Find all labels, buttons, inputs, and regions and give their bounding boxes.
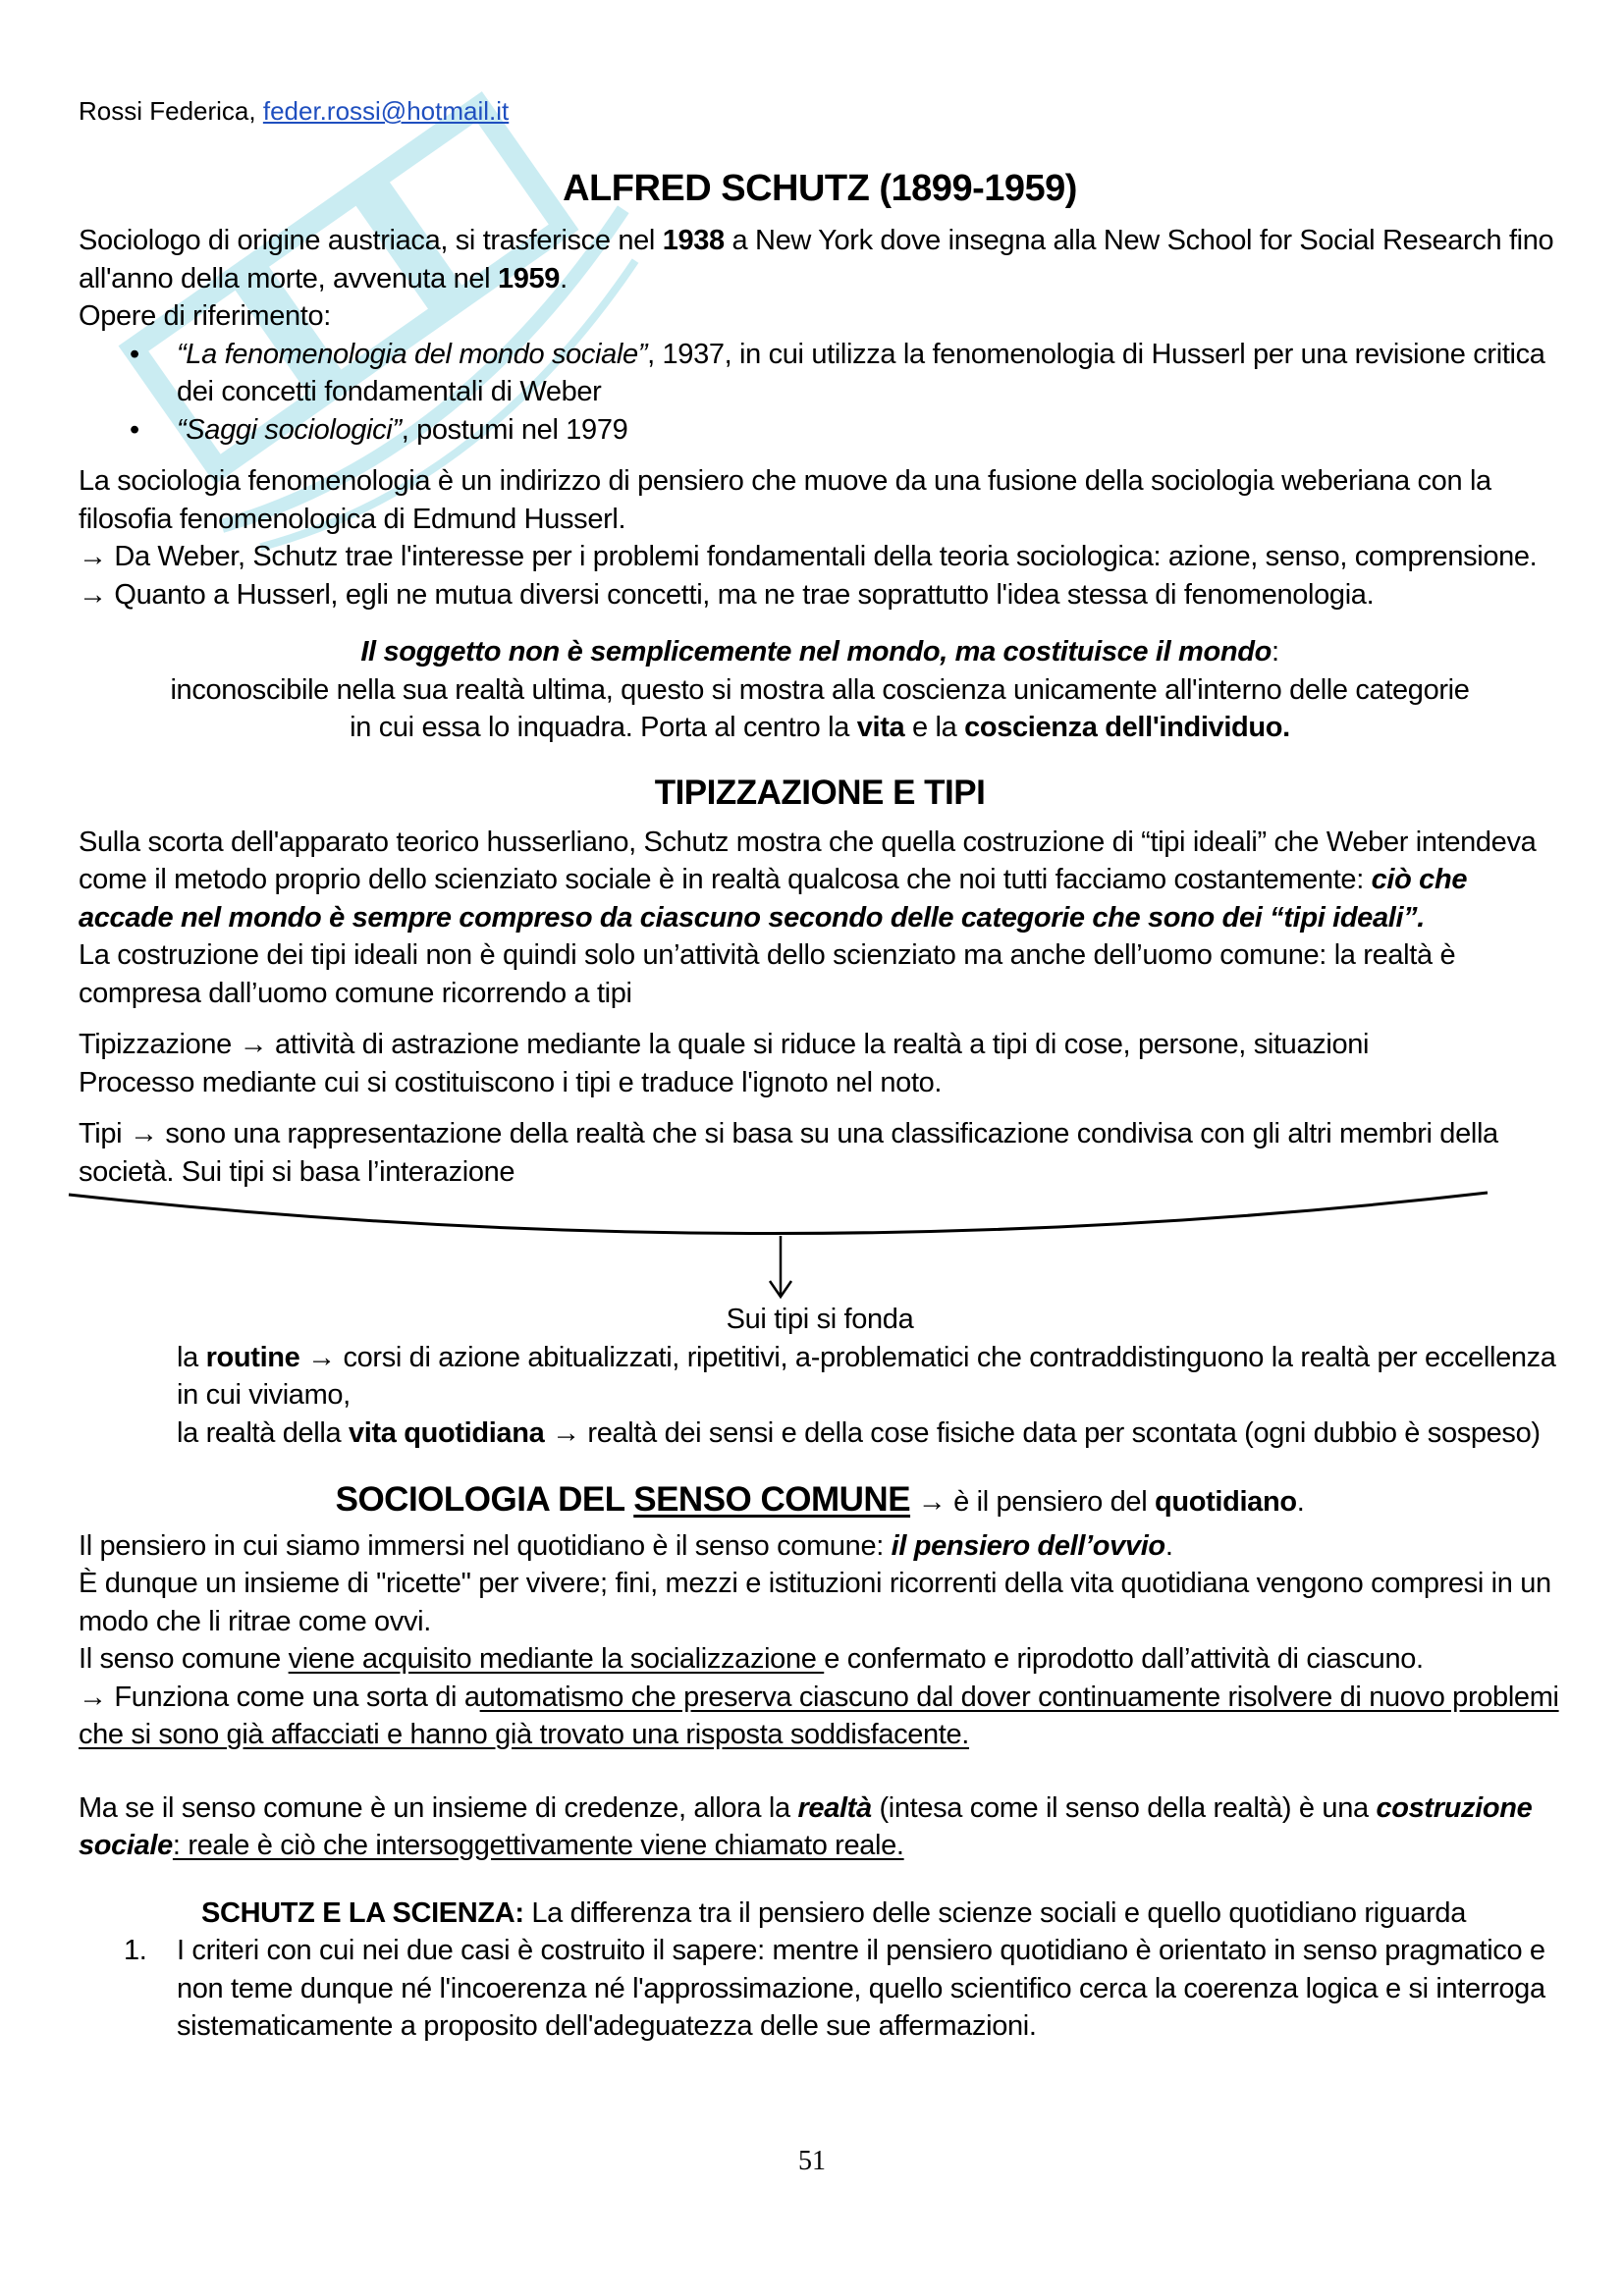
list-number: 1.: [124, 1935, 147, 1966]
tipi-ideali-paragraph: La costruzione dei tipi ideali non è quindi solo un’attività dello scienziato ma anche dell’uomo comune: la realtà è compresa dall’uomo comune ricorrendo a tipi: [79, 939, 1456, 1009]
list-item: 1. I criteri con cui nei due casi è costruito il sapere: mentre il pensiero quotidiano è orientato in senso pragmatico e non teme dunque né l'incoerenza né l'approssimazione, quello scientifico cerca la coerenza logica e si interroga sistematicamente a proposito dell'adeguatezza delle sue affermazioni.: [79, 1932, 1561, 2046]
husserl-paragraph: → Quanto a Husserl, egli ne mutua diversi concetti, ma ne trae soprattutto l'idea stessa di fenomenologia.: [79, 578, 1375, 611]
scienza-heading: SCHUTZ E LA SCIENZA: La differenza tra il pensiero delle scienze sociali e quello quotidiano riguarda: [201, 1896, 1466, 1929]
key-concept-line: Il soggetto non è semplicemente nel mondo, ma costituisce il mondo:: [360, 636, 1279, 667]
socializzazione-paragraph: Il senso comune viene acquisito mediante la socializzazione e confermato e riprodotto dall’attività di ciascuno.: [79, 1643, 1424, 1675]
opere-label: Opere di riferimento:: [79, 300, 331, 332]
main-content: [79, 165, 1561, 2046]
author-email-link[interactable]: feder.rossi@hotmail.it: [262, 96, 510, 126]
list-item: la realtà della vita quotidiana → realtà dei sensi e della cose fisiche data per scontata (ogni dubbio è sospeso): [177, 1416, 1541, 1449]
bullet-icon: •: [130, 338, 139, 370]
processo-line: Processo mediante cui si costituiscono i tipi e traduce l'ignoto nel noto.: [79, 1066, 943, 1098]
opere-list: [79, 336, 1561, 450]
list-item: la routine → corsi di azione abitualizzati, ripetitivi, a-problematici che contraddistinguono la realtà per eccellenza in cui viviamo,: [177, 1341, 1556, 1411]
senso-paragraph: Il pensiero in cui siamo immersi nel quotidiano è il senso comune: il pensiero dell’ovvio.: [79, 1529, 1173, 1562]
author-line: [79, 96, 509, 127]
intro-paragraph: Sociologo di origine austriaca, si trasferisce nel 1938 a New York dove insegna alla New School for Social Research fino all'anno della morte, avvenuta nel 1959.: [79, 225, 1554, 294]
automatismo-paragraph: → Funziona come una sorta di automatismo che preserva ciascuno dal dover continuamente risolvere di nuovo problemi che si sono già affacciati e hanno già trovato una risposta soddisfacente.: [79, 1681, 1559, 1750]
list-item: • “Saggi sociologici”, postumi nel 1979: [79, 411, 1561, 450]
scienza-list: [79, 1932, 1561, 2046]
fonda-list: [79, 1339, 1561, 1453]
key-concept-line: in cui essa lo inquadra. Porta al centro la vita e la coscienza dell'individuo.: [350, 712, 1290, 743]
tipizzazione-paragraph: Sulla scorta dell'apparato teorico husserliano, Schutz mostra che quella costruzione di “tipi ideali” che Weber intendeva come il metodo proprio dello scienziato sociale è in realtà qualcosa che noi tutti facciamo costantemente: ciò che accade nel mondo è sempre compreso da ciascuno secondo delle categorie che sono dei “tipi ideali”.: [79, 826, 1537, 934]
bullet-icon: •: [130, 413, 139, 446]
key-concept-line: inconoscibile nella sua realtà ultima, questo si mostra alla coscienza unicamente all'interno delle categorie: [170, 673, 1470, 706]
key-concept-block: [79, 633, 1561, 747]
tipizzazione-definition: Tipizzazione → attività di astrazione mediante la quale si riduce la realtà a tipi di cose, persone, situazioni: [79, 1029, 1370, 1060]
fenomenologia-paragraph: La sociologia fenomenologia è un indirizzo di pensiero che muove da una fusione della sociologia weberiana con la filosofia fenomenologica di Edmund Husserl.: [79, 465, 1491, 535]
author-name: Rossi Federica,: [79, 96, 256, 126]
section-heading-tipizzazione: TIPIZZAZIONE E TIPI: [654, 773, 986, 812]
list-item: • “La fenomenologia del mondo sociale”, 1937, in cui utilizza la fenomenologia di Husserl per una revisione critica dei concetti fondamentali di Weber: [79, 336, 1561, 411]
weber-paragraph: → Da Weber, Schutz trae l'interesse per i problemi fondamentali della teoria sociologica: azione, senso, comprensione.: [79, 541, 1538, 572]
page-number: 51: [798, 2146, 826, 2176]
page-title: ALFRED SCHUTZ (1899-1959): [563, 168, 1077, 209]
fonda-label: Sui tipi si fonda: [726, 1304, 914, 1335]
costruzione-sociale-paragraph: Ma se il senso comune è un insieme di credenze, allora la realtà (intesa come il senso della realtà) è una costruzione sociale: reale è ciò che intersoggettivamente viene chiamato reale.: [79, 1791, 1533, 1861]
tipi-definition: Tipi → sono una rappresentazione della realtà che si basa su una classificazione condivisa con gli altri membri della società. Sui tipi si basa l’interazione: [79, 1118, 1498, 1188]
ricette-paragraph: È dunque un insieme di "ricette" per vivere; fini, mezzi e istituzioni ricorrenti della vita quotidiana vengono compresi in un modo che li ritrae come ovvi.: [79, 1568, 1551, 1637]
curly-brace-arrow: [59, 1185, 1512, 1303]
section-heading-senso-comune: SOCIOLOGIA DEL SENSO COMUNE → è il pensiero del quotidiano.: [335, 1480, 1305, 1519]
